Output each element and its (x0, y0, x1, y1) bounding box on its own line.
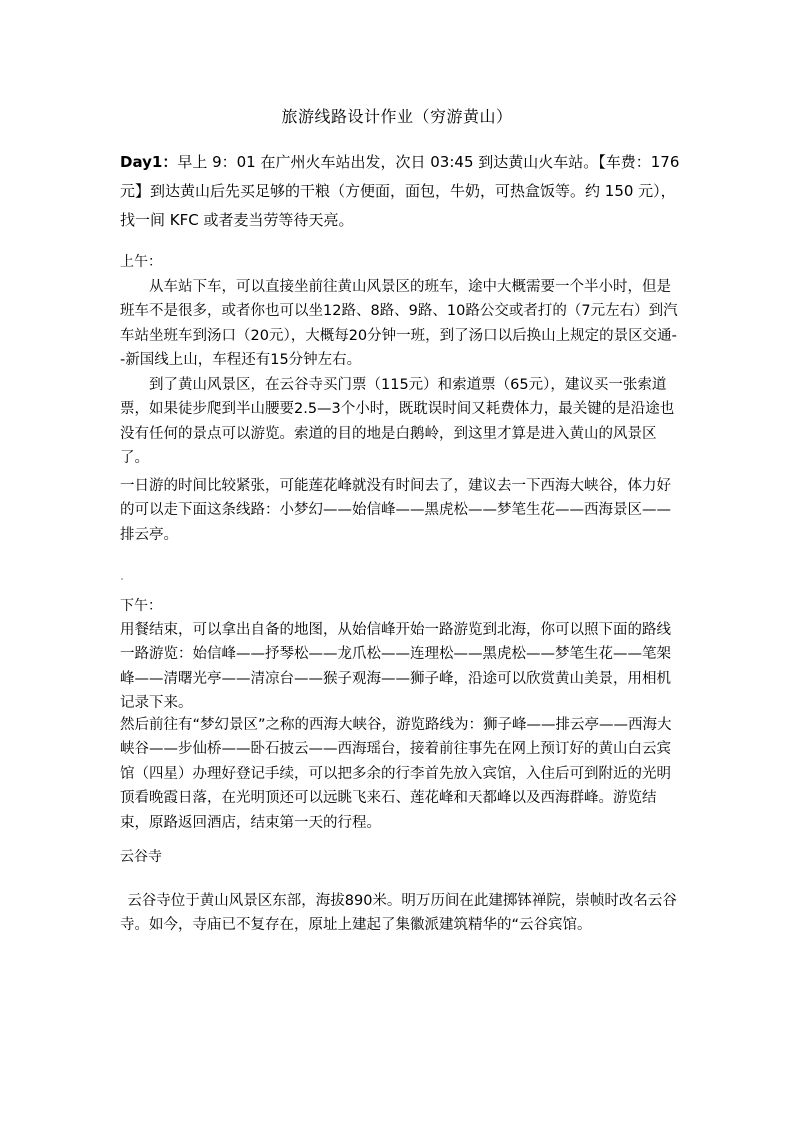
morning-paragraph-1: 从车站下车，可以直接坐前往黄山风景区的班车，途中大概需要一个半小时，但是班车不是很多，或者你也可以坐12路、8路、9路、10路公交或者打的（7元左右）到汽车站坐班车到汤口（20元），大概每20分钟一班，到了汤口以后换山上规定的景区交通--新国线上山，车程还有15分钟左右。 (120, 279, 678, 369)
morning-label: 上午： (120, 254, 162, 270)
morning-paragraph-3: 一日游的时间比较紧张，可能莲花峰就没有时间去了，建议去一下西海大峡谷，体力好的可以走下面这条线路：小梦幻——始信峰——黑虎松——梦笔生花——西海景区——排云亭。 (120, 478, 671, 543)
day1-label: Day1： (120, 153, 178, 171)
yungu-heading: 云谷寺 (120, 849, 162, 865)
stray-mark (121, 578, 123, 580)
morning-paragraph-2: 到了黄山风景区，在云谷寺买门票（115元）和索道票（65元），建议买一张索道票，如果徒步爬到半山腰要2.5—3个小时，既耽误时间又耗费体力，最关键的是沿途也没有任何的景点可以游览。索道的目的地是白鹅岭，到这里才算是进入黄山的风景区了。 (120, 377, 675, 467)
afternoon-paragraph-2: 然后前往有“梦幻景区”之称的西海大峡谷，游览路线为：狮子峰——排云亭——西海大峡谷——步仙桥——卧石披云——西海瑶台，接着前往事先在网上预订好的黄山白云宾馆（四星）办理好登记手续，可以把多余的行李首先放入宾馆，入住后可到附近的光明顶看晚霞日落，在光明顶还可以远眺飞来石、莲花峰和天都峰以及西海群峰。游览结束，原路返回酒店，结束第一天的行程。 (120, 717, 672, 831)
day1-paragraph (120, 148, 680, 235)
document-title: 旅游线路设计作业（穷游黄山） (281, 107, 513, 126)
afternoon-paragraph-1: 用餐结束，可以拿出自备的地图，从始信峰开始一路游览到北海，你可以照下面的路线一路游览：始信峰——抒琴松——龙爪松——连理松——黑虎松——梦笔生花——笔架峰——清曙光亭——清凉台——猴子观海——狮子峰，沿途可以欣赏黄山美景，用相机记录下来。 (120, 622, 671, 712)
afternoon-label: 下午： (120, 598, 162, 614)
yungu-paragraph: 云谷寺位于黄山风景区东部，海拔890米。明万历间在此建掷钵禅院，崇帧时改名云谷寺。如今，寺庙已不复存在，原址上建起了集徽派建筑精华的“云谷宾馆。 (120, 893, 677, 934)
day1-text: 早上 9：01 在广州火车站出发，次日 03:45 到达黄山火车站。【车费：176 元】到达黄山后先买足够的干粮（方便面，面包，牛奶，可热盒饭等。约 150 元），找一间 KFC 或者麦当劳等待天亮。 (120, 153, 680, 229)
